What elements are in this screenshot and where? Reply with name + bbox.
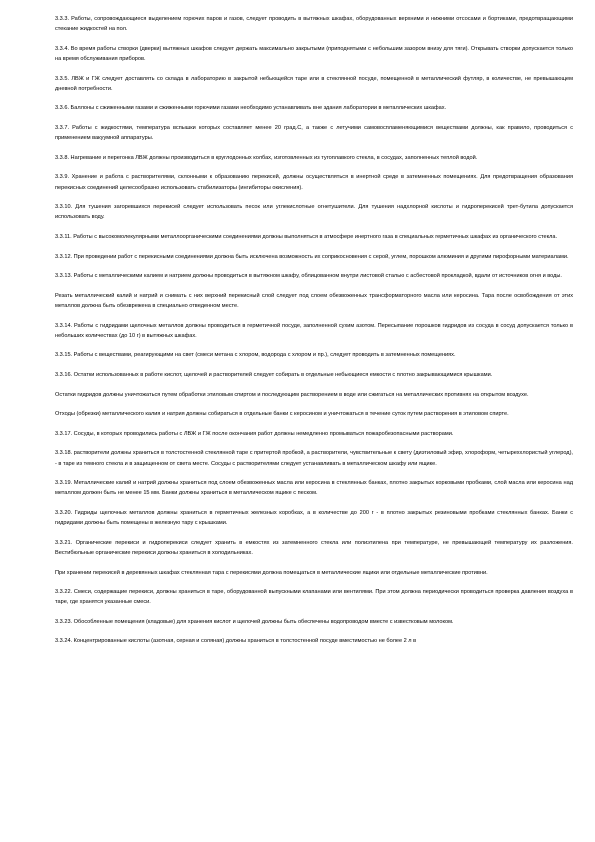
paragraph-3-3-9: 3.3.9. Хранение и работа с растворителями, склонными к образованию перекисей, должны осуществляться в инертной среде в затемненных помещениях. Для предотвращения образования перекисных соединений целесообразно использовать стабилизаторы (ингибиторы окисления). [55, 174, 573, 191]
paragraph-3-3-5: 3.3.5. ЛВЖ и ГЖ следует доставлять со склада в лабораторию в закрытой небьющейся таре или в стеклянной посуде, помещенной в металлический футляр, в количестве, не превышающем дневной потребности. [55, 75, 573, 92]
paragraph-3-3-11: 3.3.11. Работы с высокомолекулярными металлоорганическими соединениями должны выполняться в атмосфере инертного газа в специальных герметичных шкафах из органического стекла. [55, 233, 558, 240]
paragraph-3-3-18: 3.3.18. растворители должны храниться в толстостенной стеклянной таре с притертой пробкой, а растворители, чувствительные к свету (диэтиловый эфир, хлороформ, четыреххлористый углерод), - в таре из темного стекла и в защищенном от света месте. Сосуды с растворителями следует устанавливать в металлическом шкафу или ящике. [55, 450, 573, 467]
paragraph-3-3-4: 3.3.4. Во время работы створки (дверки) вытяжных шкафов следует держать максимально закрытыми (приподнятыми с небольшим зазором внизу для тяги). Открывать створки допускается только на время обслуживания приборов. [55, 45, 573, 62]
paragraph-3-3-17: 3.3.17. Сосуды, в которых проводились работы с ЛВЖ и ГЖ после окончания работ должны немедленно промываться пожаробезопасными растворами. [55, 430, 454, 437]
paragraph-3-3-15: 3.3.15. Работы с веществами, реагирующими на свет (смеси метана с хлором, водорода с хлором и пр.), следует проводить в затемненных помещениях. [55, 352, 456, 359]
paragraph-3-3-16: 3.3.16. Остатки использованных в работе кислот, щелочей и растворителей следует собирать в отдельные небьющиеся емкости с плотно закрывающимися крышками. [55, 371, 493, 378]
paragraph-3-3-8: 3.3.8. Нагревание и перегонка ЛВЖ должны производиться в круглодонных колбах, изготовленных из тугоплавкого стекла, в сосудах, заполненных теплой водой. [55, 154, 478, 161]
paragraph-3-3-19: 3.3.19. Металлические калий и натрий должны храниться под слоем обезвоженных масла или керосина в стеклянных банках, плотно закрытых корковыми пробками, слой масла или керосина над металлом должен быть не менее 15 мм. Банки должны храниться в металлическом ящике с песком. [55, 480, 573, 497]
paragraph-3-3-16-metal-waste: Отходы (обрезки) металлического калия и натрия должны собираться в отдельные банки с керосином и уничтожаться в течение суток путем растворения в этиловом спирте. [55, 411, 509, 418]
paragraph-3-3-16-hydrides: Остатки гидридов должны уничтожаться путем обработки этиловым спиртом и последующим растворением в воде или сжигаться на металлических противнях на открытом воздухе. [55, 391, 529, 398]
paragraph-3-3-23: 3.3.23. Обособленные помещения (кладовые) для хранения кислот и щелочей должны быть обеспечены водопроводом вместе с известковым молоком. [55, 618, 454, 625]
paragraph-3-3-6: 3.3.6. Баллоны с сжиженными газами и сжиженными горючими газами необходимо устанавливать вне здания лаборатории в металлических шкафах. [55, 105, 447, 112]
paragraph-3-3-13-continued: Резать металлический калий и натрий и снимать с них верхний перекисный слой следует под слоем обезвоженных трансформаторного масла или керосина. Тара после освобождения от этих металлов должна быть обезврежена в специально отведенном месте. [55, 292, 573, 309]
paragraph-3-3-24: 3.3.24. Концентрированные кислоты (азотная, серная и соляная) должны храниться в толстостенной посуде вместимостью не более 2 л в [55, 638, 417, 645]
paragraph-3-3-13: 3.3.13. Работы с металлическими калием и натрием должны проводиться в вытяжном шкафу, облицованном внутри листовой сталью с асбестовой прокладкой, вдали от источников огня и воды. [55, 273, 562, 280]
paragraph-3-3-22: 3.3.22. Смеси, содержащие перекиси, должны храниться в таре, оборудованной выпускными клапанами или вентилями. При этом должна периодически проводиться проверка давления воздуха в таре, где хранятся указанные смеси. [55, 589, 573, 606]
paragraph-3-3-3: 3.3.3. Работы, сопровождающиеся выделением горючих паров и газов, следует проводить в вытяжных шкафах, оборудованных верхними и нижними отсосами и бортиками, предотвращающими стекание жидкостей на пол. [55, 16, 573, 33]
paragraph-3-3-21: 3.3.21. Органические перекиси и гидроперекиси следует хранить в емкостях из затемненного стекла или полиэтилена при температуре, не превышающей температуру их разложения. Вестибюльные органические перекиси должны храниться в холодильниках. [55, 539, 573, 556]
paragraph-3-3-12: 3.3.12. При проведении работ с перекисными соединениями должна быть исключена возможность их соприкосновения с серой, углем, порошком алюминия и другими пирофорными материалами. [55, 253, 569, 260]
paragraph-3-3-20: 3.3.20. Гидриды щелочных металлов должны храниться в герметичных железных коробках, а в количестве до 200 г - в плотно закрытых резиновыми пробками стеклянных банках. Банки с гидридами должны быть помещены в железную тару с крышками. [55, 509, 573, 527]
paragraph-3-3-7: 3.3.7. Работы с жидкостями, температура вспышки которых составляет менее 20 град.С, а также с летучими самовоспламеняющимися веществами должны, как правило, проводиться с применением вакуумной аппаратуры. [55, 124, 573, 142]
paragraph-3-3-21-continued: При хранении перекисей в деревянных шкафах стеклянная тара с перекисями должна помещаться в металлические ящики или отдельные металлические противни. [55, 569, 488, 576]
paragraph-3-3-14: 3.3.14. Работы с гидридами щелочных металлов должны проводиться в герметичной посуде, заполненной сухим азотом. Пересыпание порошков гидридов из сосуда в сосуд допускается только в небольших количествах (до 10 г) в вытяжных шкафах. [55, 322, 573, 339]
paragraph-3-3-10: 3.3.10. Для тушения загоревшихся перекисей следует использовать песок или углекислотные огнетушители. Для тушения надхлорной кислоты и гидроперекисей трет-бутила допускается использовать воду. [55, 204, 573, 221]
